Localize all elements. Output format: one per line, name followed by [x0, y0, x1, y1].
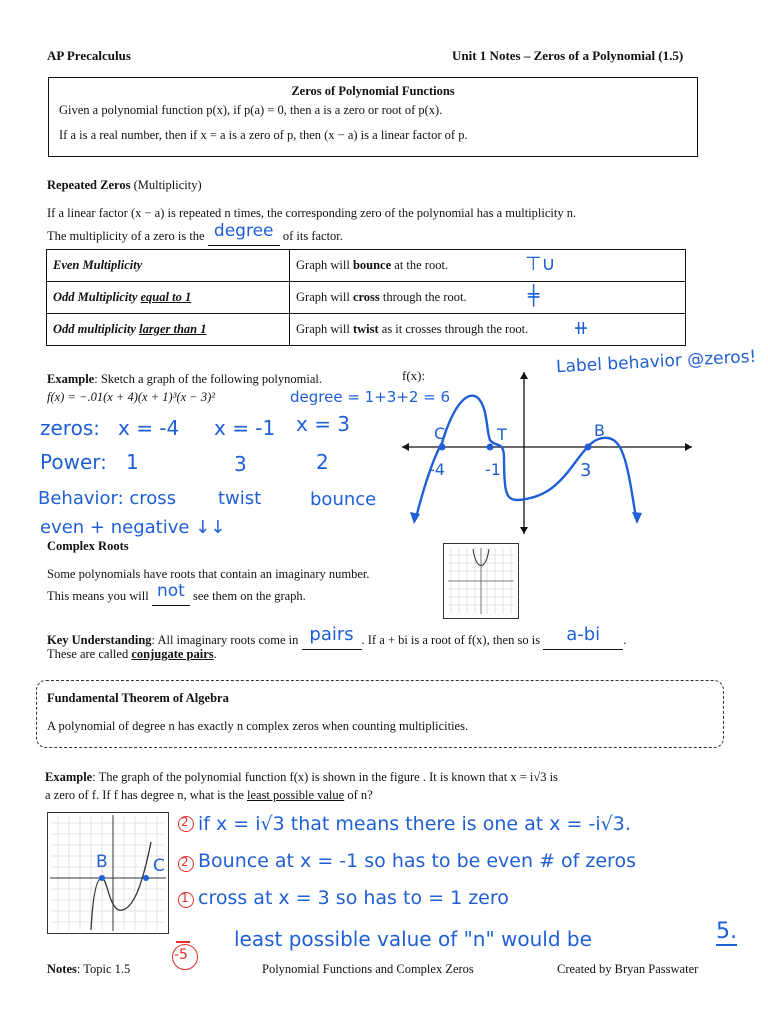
course-title: AP Precalculus	[47, 48, 131, 63]
conclusion-value: 5.	[716, 919, 737, 944]
table-row: Odd Multiplicity equal to 1 Graph will cross through the root. ╪	[47, 282, 686, 314]
zero-neg4: x = -4	[118, 416, 180, 440]
key-understanding-line: Key Understanding: All imaginary roots come in pairs . If a + bi is a root of f(x), then so is a-bi .	[47, 628, 626, 650]
sum-underline	[176, 941, 190, 943]
label-behavior-note: Label behavior @zeros!	[555, 346, 757, 378]
blank-pairs: pairs	[309, 624, 354, 645]
example1-formula: f(x) = −.01(x + 4)(x + 1)³(x − 3)²	[47, 390, 216, 404]
degree-note: degree = 1+3+2 = 6	[290, 388, 451, 406]
complex-roots-heading: Complex Roots	[47, 539, 129, 553]
zero-3: x = 3	[296, 412, 351, 436]
blank-not: not	[156, 581, 185, 601]
zero-neg1: x = -1	[214, 416, 276, 440]
zeros-box-line1: Given a polynomial function p(x), if p(a) = 0, then a is a zero or root of p(x).	[59, 103, 443, 117]
fta-box	[36, 680, 724, 748]
zeros-label: zeros:	[40, 416, 100, 440]
footer-topic: Polynomial Functions and Complex Zeros	[262, 962, 474, 976]
x-axis-arrow	[685, 443, 692, 451]
multiplicity-definition: If a linear factor (x − a) is repeated n times, the corresponding zero of the polynomial has a multiplicity n.	[47, 206, 577, 220]
step-num-2: 2	[181, 855, 189, 869]
step-num-1: 2	[181, 815, 189, 829]
example2-line1: Example: The graph of the polynomial function f(x) is shown in the figure . It is known that x = i√3 is	[45, 770, 558, 784]
zeros-box-line2: If a is a real number, then if x = a is a zero of p, then (x − a) is a linear factor of p.	[59, 128, 468, 142]
graph-tick-3: 3	[580, 460, 592, 481]
power-2: 2	[316, 450, 329, 474]
bounce-point	[99, 875, 105, 881]
behavior-bounce: bounce	[310, 489, 377, 510]
parabola-thumbnail	[443, 543, 519, 619]
cross-mark: ╪	[528, 285, 540, 307]
zero-point-3	[585, 444, 592, 451]
zeros-definition-box	[48, 77, 698, 157]
polynomial-curve	[416, 396, 636, 518]
example2-label-b: B	[96, 852, 108, 872]
multiplicity-degree-line: The multiplicity of a zero is the degree of its factor.	[47, 225, 343, 246]
zeros-box-title: Zeros of Polynomial Functions	[291, 84, 455, 98]
table-row: Odd multiplicity larger than 1 Graph will twist as it crosses through the root. ⧺	[47, 314, 686, 346]
x-axis-arrow-left	[402, 443, 409, 451]
behavior-cross: Behavior: cross	[38, 488, 177, 509]
power-label: Power:	[40, 450, 107, 474]
y-axis-arrow	[520, 372, 528, 379]
conclusion-text: least possible value of "n" would be	[234, 927, 592, 951]
blank-conjugate: a-bi	[566, 624, 601, 645]
footer-notes: Notes: Topic 1.5	[47, 962, 131, 976]
conjugate-pairs-line: These are called conjugate pairs.	[47, 647, 217, 661]
graph-label-c: C	[434, 424, 446, 443]
unit-title: Unit 1 Notes – Zeros of a Polynomial (1.5)	[452, 48, 684, 63]
twist-mark: ⧺	[573, 317, 589, 339]
graph-tick-neg4: -4	[429, 460, 445, 479]
graph-label-b: B	[594, 421, 605, 440]
fta-text: A polynomial of degree n has exactly n complex zeros when counting multiplicities.	[47, 719, 469, 733]
bounce-mark: ⊤∪	[525, 253, 556, 275]
zero-point-neg1	[487, 444, 494, 451]
example1-prompt: Example: Sketch a graph of the following polynomial.	[47, 372, 322, 386]
fta-title: Fundamental Theorem of Algebra	[47, 691, 229, 705]
power-3: 3	[234, 452, 247, 476]
step-text-3: cross at x = 3 so has to = 1 zero	[198, 887, 509, 909]
complex-roots-line2: This means you will not see them on the graph.	[47, 585, 306, 606]
sketch-graph	[396, 368, 696, 538]
multiplicity-table	[46, 249, 686, 346]
cross-point	[143, 875, 149, 881]
repeated-zeros-heading: Repeated Zeros (Multiplicity)	[47, 178, 202, 192]
curve-arrow-left	[410, 512, 420, 524]
power-1: 1	[126, 450, 139, 474]
y-axis-arrow-down	[520, 527, 528, 534]
behavior-twist: twist	[218, 488, 262, 509]
zero-point-neg4	[439, 444, 446, 451]
table-row: Even Multiplicity Graph will bounce at the root. ⊤∪	[47, 250, 686, 282]
curve-arrow-right	[632, 512, 642, 524]
example2-graph	[47, 812, 169, 934]
end-behavior-note: even + negative ↓↓	[40, 517, 226, 538]
step-text-2: Bounce at x = -1 so has to be even # of zeros	[198, 850, 636, 872]
example2-label-c: C	[153, 856, 165, 876]
blank-degree: degree	[213, 221, 274, 241]
complex-roots-line1: Some polynomials have roots that contain an imaginary number.	[47, 567, 370, 581]
step-text-1: if x = i√3 that means there is one at x = -i√3.	[198, 813, 631, 835]
sum-value: -5	[174, 947, 188, 963]
footer-author: Created by Bryan Passwater	[557, 962, 699, 976]
graph-label-t: T	[497, 425, 507, 444]
step-num-3: 1	[181, 891, 189, 905]
fx-label: f(x):	[402, 368, 426, 383]
example2-line2: a zero of f. If f has degree n, what is the least possible value of n?	[45, 788, 373, 802]
graph-tick-neg1: -1	[485, 460, 501, 479]
